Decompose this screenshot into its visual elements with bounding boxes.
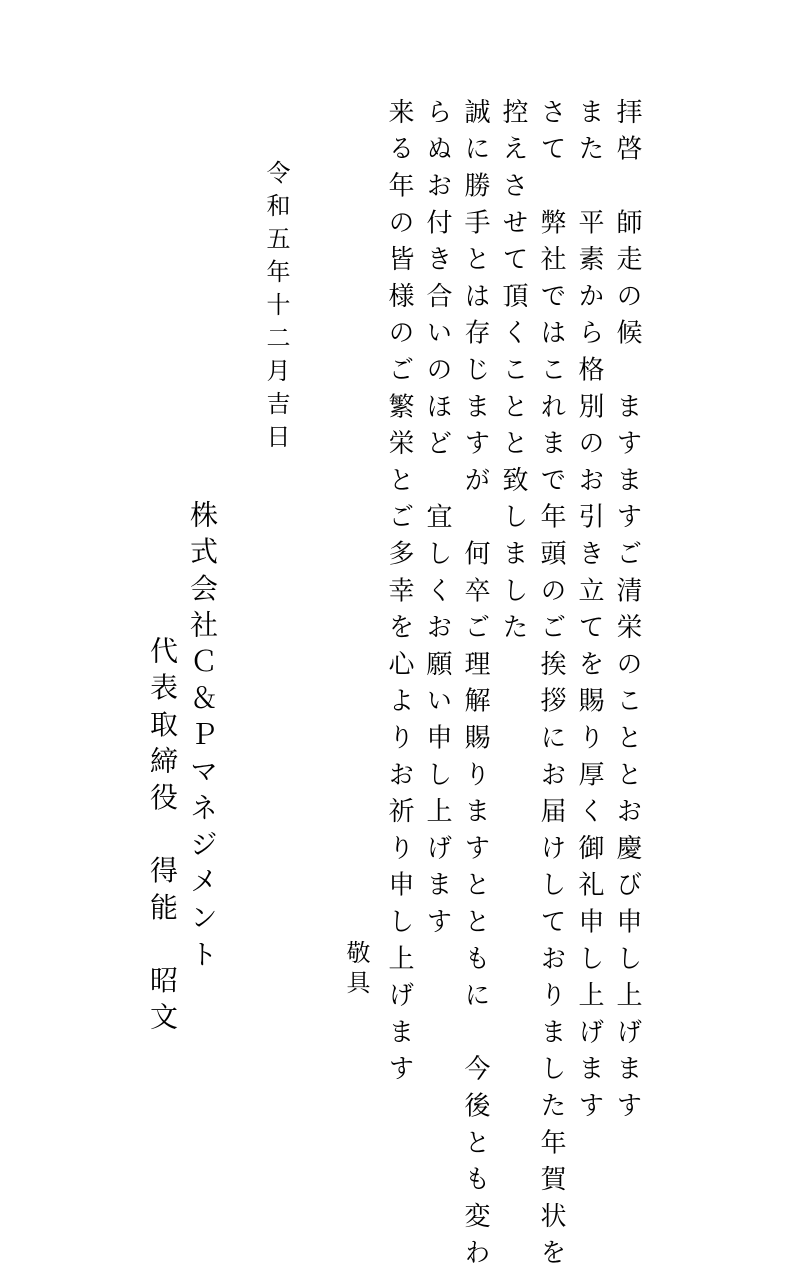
letter-line-7: 来る年の皆様のご繁栄とご多幸を心よりお祈り申し上げます xyxy=(384,98,414,1092)
letter-line-4: 控えさせて頂くことと致しました xyxy=(498,98,528,650)
signatory-name: 代表取締役 得能 昭文 xyxy=(146,636,179,1039)
closing-keigu: 敬具 xyxy=(342,940,370,1000)
letter-date: 令和五年十二月吉日 xyxy=(262,160,290,457)
letter-line-6: らぬお付き合いのほど 宜しくお願い申し上げます xyxy=(422,98,452,945)
letter-line-5: 誠に勝手とは存じますが 何卒ご理解賜りますとともに 今後とも変わ xyxy=(460,98,490,1276)
letter-line-1: 拝啓 師走の候 ますますご清栄のこととお慶び申し上げます xyxy=(612,98,642,1129)
letter-line-2: また 平素から格別のお引き立てを賜り厚く御礼申し上げます xyxy=(574,98,604,1129)
letter-line-3: さて 弊社ではこれまで年頭のご挨拶にお届けしておりました年賀状を xyxy=(536,98,566,1276)
company-name: 株式会社Ｃ＆Ｐマネジメント xyxy=(186,500,219,976)
